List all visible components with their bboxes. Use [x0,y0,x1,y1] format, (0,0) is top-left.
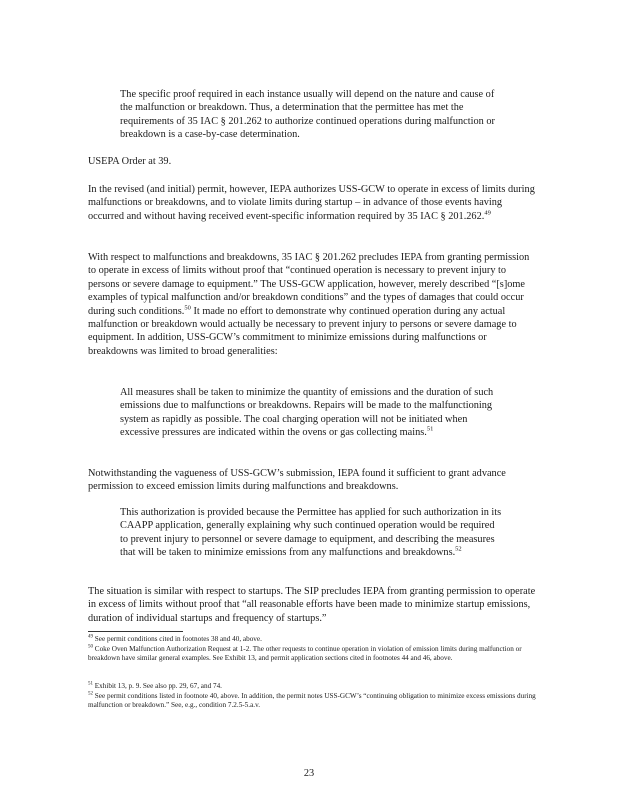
footnote-ref-49: 49 [484,209,491,217]
paragraph-1 [88,183,536,223]
footnote-divider [88,631,183,632]
footnote-text: Exhibit 13, p. 9. See also pp. 29, 67, and 74. [94,682,222,690]
footnote-52 [88,692,536,709]
paragraph-2-text-b: It made no effort to demonstrate why continued operation during any actual malfunction or breakdown would actually be necessary to prevent injury to persons or severe damage to equipment. In addition, USS-GCW’s commitment to minimize emissions during malfunctions or breakdowns was limited to broad generalities: [88,305,517,357]
footnote-51 [88,682,536,691]
paragraph-2-text-a: With respect to malfunctions and breakdowns, 35 IAC § 201.262 precludes IEPA from granting permission to operate in excess of limits without proof that “continued operation is necessary to prevent injury to persons or severe damage to equipment.” The USS-GCW application, however, merely described “[s]ome examples of typical malfunction and/or breakdown conditions” and the types of damages that could occur during such conditions. [88,252,530,317]
block-quote-3 [120,506,504,560]
paragraph-1-text: In the revised (and initial) permit, however, IEPA authorizes USS-GCW to operate in excess of limits during malfunctions or breakdowns, and to violate limits during startup – in advance of those events having occurred and without having received event-specific information required by 35 IAC § 201.262. [88,184,535,222]
footnote-text: See permit conditions listed in footnote 40, above. In addition, the permit notes USS-GCW’s “continuing obligation to minimize excess emissions during malfunction or breakdown.” See, e.g., condition 7.2.5-5.a.v. [88,692,536,709]
footnote-number: 52 [88,691,93,697]
footnote-text: Coke Oven Malfunction Authorization Request at 1-2. The other requests to continue operation in violation of emission limits during malfunction or breakdown have similar general examples. See Exhibit 13, and permit application sections cited in footnotes 44 and 46, above. [88,645,522,662]
paragraph-3: Notwithstanding the vagueness of USS-GCW’s submission, IEPA found it sufficient to grant advance permission to exceed emission limits during malfunctions and breakdowns. [88,468,506,493]
footnote-number: 50 [88,644,93,650]
block-quote-1: The specific proof required in each instance usually will depend on the nature and cause of the malfunction or breakdown. Thus, a determination that the permittee has met the requirements of 35 IAC § 201.262 to authorize continued operations during malfunction or breakdown is a case-by-case determination. [120,89,495,141]
footnote-49 [88,635,536,644]
paragraph-4: The situation is similar with respect to startups. The SIP precludes IEPA from granting permission to operate in excess of limits without proof that “all reasonable efforts have been made to minimize startup emissions, duration of individual startups and frequency of startups.” [88,586,536,624]
footnote-number: 49 [88,634,93,640]
block-quote-2-text: All measures shall be taken to minimize the quantity of emissions and the duration of such emissions due to malfunctions or breakdowns. Repairs will be made to the malfunctioning system as rapidly as possible. The coal charging operation will not be initiated when excessive pressures are indicated within the ovens or gas collecting mains. [120,387,494,439]
footnote-50 [88,645,536,662]
footnote-ref-51: 51 [426,425,434,433]
block-quote-2 [120,386,504,440]
page-number: 23 [303,768,315,779]
paragraph-2 [88,251,536,358]
citation-line: USEPA Order at 39. [88,156,172,167]
footnote-text: See permit conditions cited in footnotes 38 and 40, above. [94,635,262,643]
block-quote-3-text: This authorization is provided because the Permittee has applied for such authorization in its CAAPP application, generally explaining why such continued operation would be required to prevent injury to personnel or severe damage to equipment, and describing the measures that will be taken to minimize emissions from any malfunctions and breakdowns. [120,507,502,559]
footnote-ref-52: 52 [455,545,462,553]
footnote-number: 51 [88,681,93,687]
footnote-ref-50: 50 [184,304,191,312]
